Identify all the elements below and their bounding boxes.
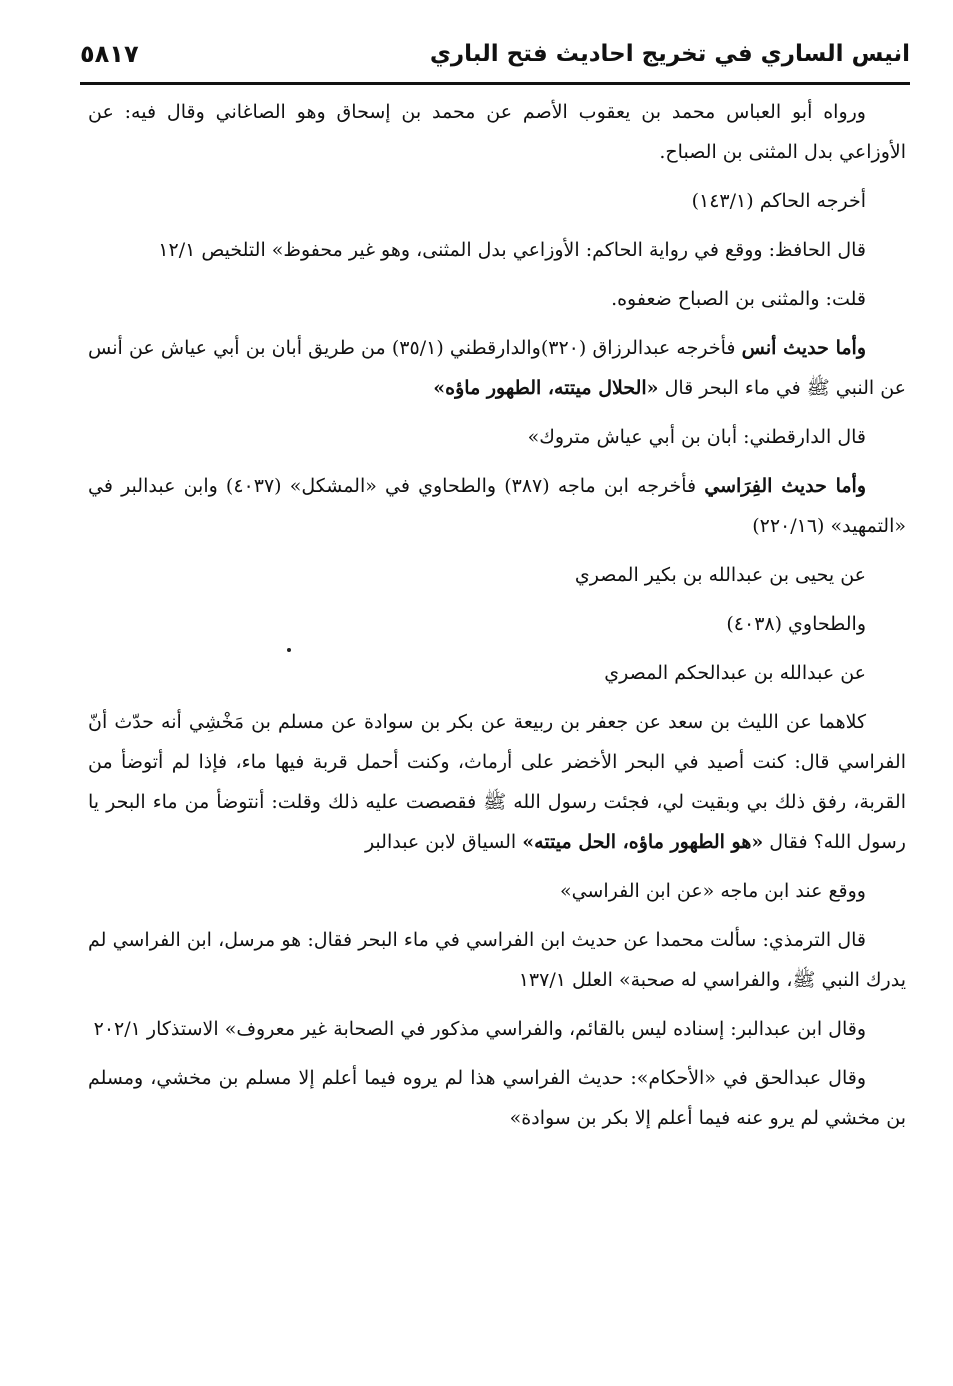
text-run: فأخرجه عبدالرزاق (٣٢٠)والدارقطني (٣٥/١) من طريق أبان بن أبي عياش عن أنس عن النبي ﷺ في ماء البحر قال <box>88 337 906 399</box>
text-run: قال الدارقطني: أبان بن أبي عياش متروك» <box>527 426 866 448</box>
paragraph <box>88 181 906 221</box>
text-run: فأخرجه ابن ماجه (٣٨٧) والطحاوي في «المشكل» (٤٠٣٧) وابن عبدالبر في «التمهيد» (٢٢٠/١٦) <box>88 475 906 537</box>
paragraph <box>88 328 906 408</box>
paragraph <box>88 466 906 546</box>
scan-speck <box>287 648 291 652</box>
text-run: قال الحافظ: ووقع في رواية الحاكم: الأوزاعي بدل المثنى، وهو غير محفوظ» التلخيص ١٢/١ <box>158 239 866 261</box>
text-run: وقال ابن عبدالبر: إسناده ليس بالقائم، والفراسي مذكور في الصحابة غير معروف» الاستذكار ٢٠٢/١ <box>93 1018 866 1040</box>
page-header <box>80 30 910 78</box>
paragraph <box>88 1009 906 1049</box>
bold-text-run: وأما حديث الفِرَاسي <box>704 475 867 497</box>
paragraph <box>88 604 906 644</box>
header-divider <box>80 82 910 85</box>
paragraph <box>88 702 906 862</box>
paragraph <box>88 1058 906 1138</box>
paragraph <box>88 230 906 270</box>
bold-text-run: «الحلال ميتته، الطهور ماؤه» <box>433 377 659 399</box>
body-text <box>88 92 906 1147</box>
text-run: وقال عبدالحق في «الأحكام»: حديث الفراسي هذا لم يروه فيما أعلم إلا مسلم بن مخشي، ومسلم بن مخشي لم يرو عنه فيما أعلم إلا بكر بن سوادة» <box>88 1067 906 1129</box>
text-run: عن عبدالله بن عبدالحكم المصري <box>604 662 866 684</box>
text-run: قلت: والمثنى بن الصباح ضعفوه. <box>611 288 866 310</box>
paragraph <box>88 555 906 595</box>
text-run: ورواه أبو العباس محمد بن يعقوب الأصم عن محمد بن إسحاق وهو الصاغاني وقال فيه: عن الأوزاعي بدل المثنى بن الصباح. <box>88 101 906 163</box>
text-run: قال الترمذي: سألت محمدا عن حديث ابن الفراسي في ماء البحر فقال: هو مرسل، ابن الفراسي لم يدرك النبي ﷺ، والفراسي له صحبة» العلل ١٣٧/١ <box>88 929 906 991</box>
text-run: كلاهما عن الليث بن سعد عن جعفر بن ربيعة عن بكر بن سوادة عن مسلم بن مَخْشِي أنه حدّث أنّ الفراسي قال: كنت أصيد في البحر الأخضر على أرماث، وكنت أحمل قربة فيها ماء، فإذا لم أتوضأ من القربة، رفق ذلك بي وبقيت لي، فجئت رسول الله ﷺ فقصصت عليه ذلك وقلت: أنتوضأ من ماء البحر يا رسول الله؟ فقال <box>88 711 906 853</box>
text-run: ووقع عند ابن ماجه «عن ابن الفراسي» <box>559 880 866 902</box>
text-run: السياق لابن عبدالبر <box>364 831 523 853</box>
paragraph <box>88 871 906 911</box>
running-title: انيس الساري في تخريج احاديث فتح الباري <box>429 41 910 67</box>
page-number: ٥٨١٧ <box>80 40 139 68</box>
bold-text-run: وأما حديث أنس <box>741 337 867 359</box>
paragraph <box>88 417 906 457</box>
paragraph <box>88 279 906 319</box>
text-run: أخرجه الحاكم (١٤٣/١) <box>691 190 866 212</box>
bold-text-run: «هو الطهور ماؤه، الحل ميتته» <box>522 831 764 853</box>
paragraph <box>88 920 906 1000</box>
paragraph <box>88 92 906 172</box>
paragraph <box>88 653 906 693</box>
text-run: والطحاوي (٤٠٣٨) <box>726 613 866 635</box>
text-run: عن يحيى بن عبدالله بن بكير المصري <box>574 564 866 586</box>
